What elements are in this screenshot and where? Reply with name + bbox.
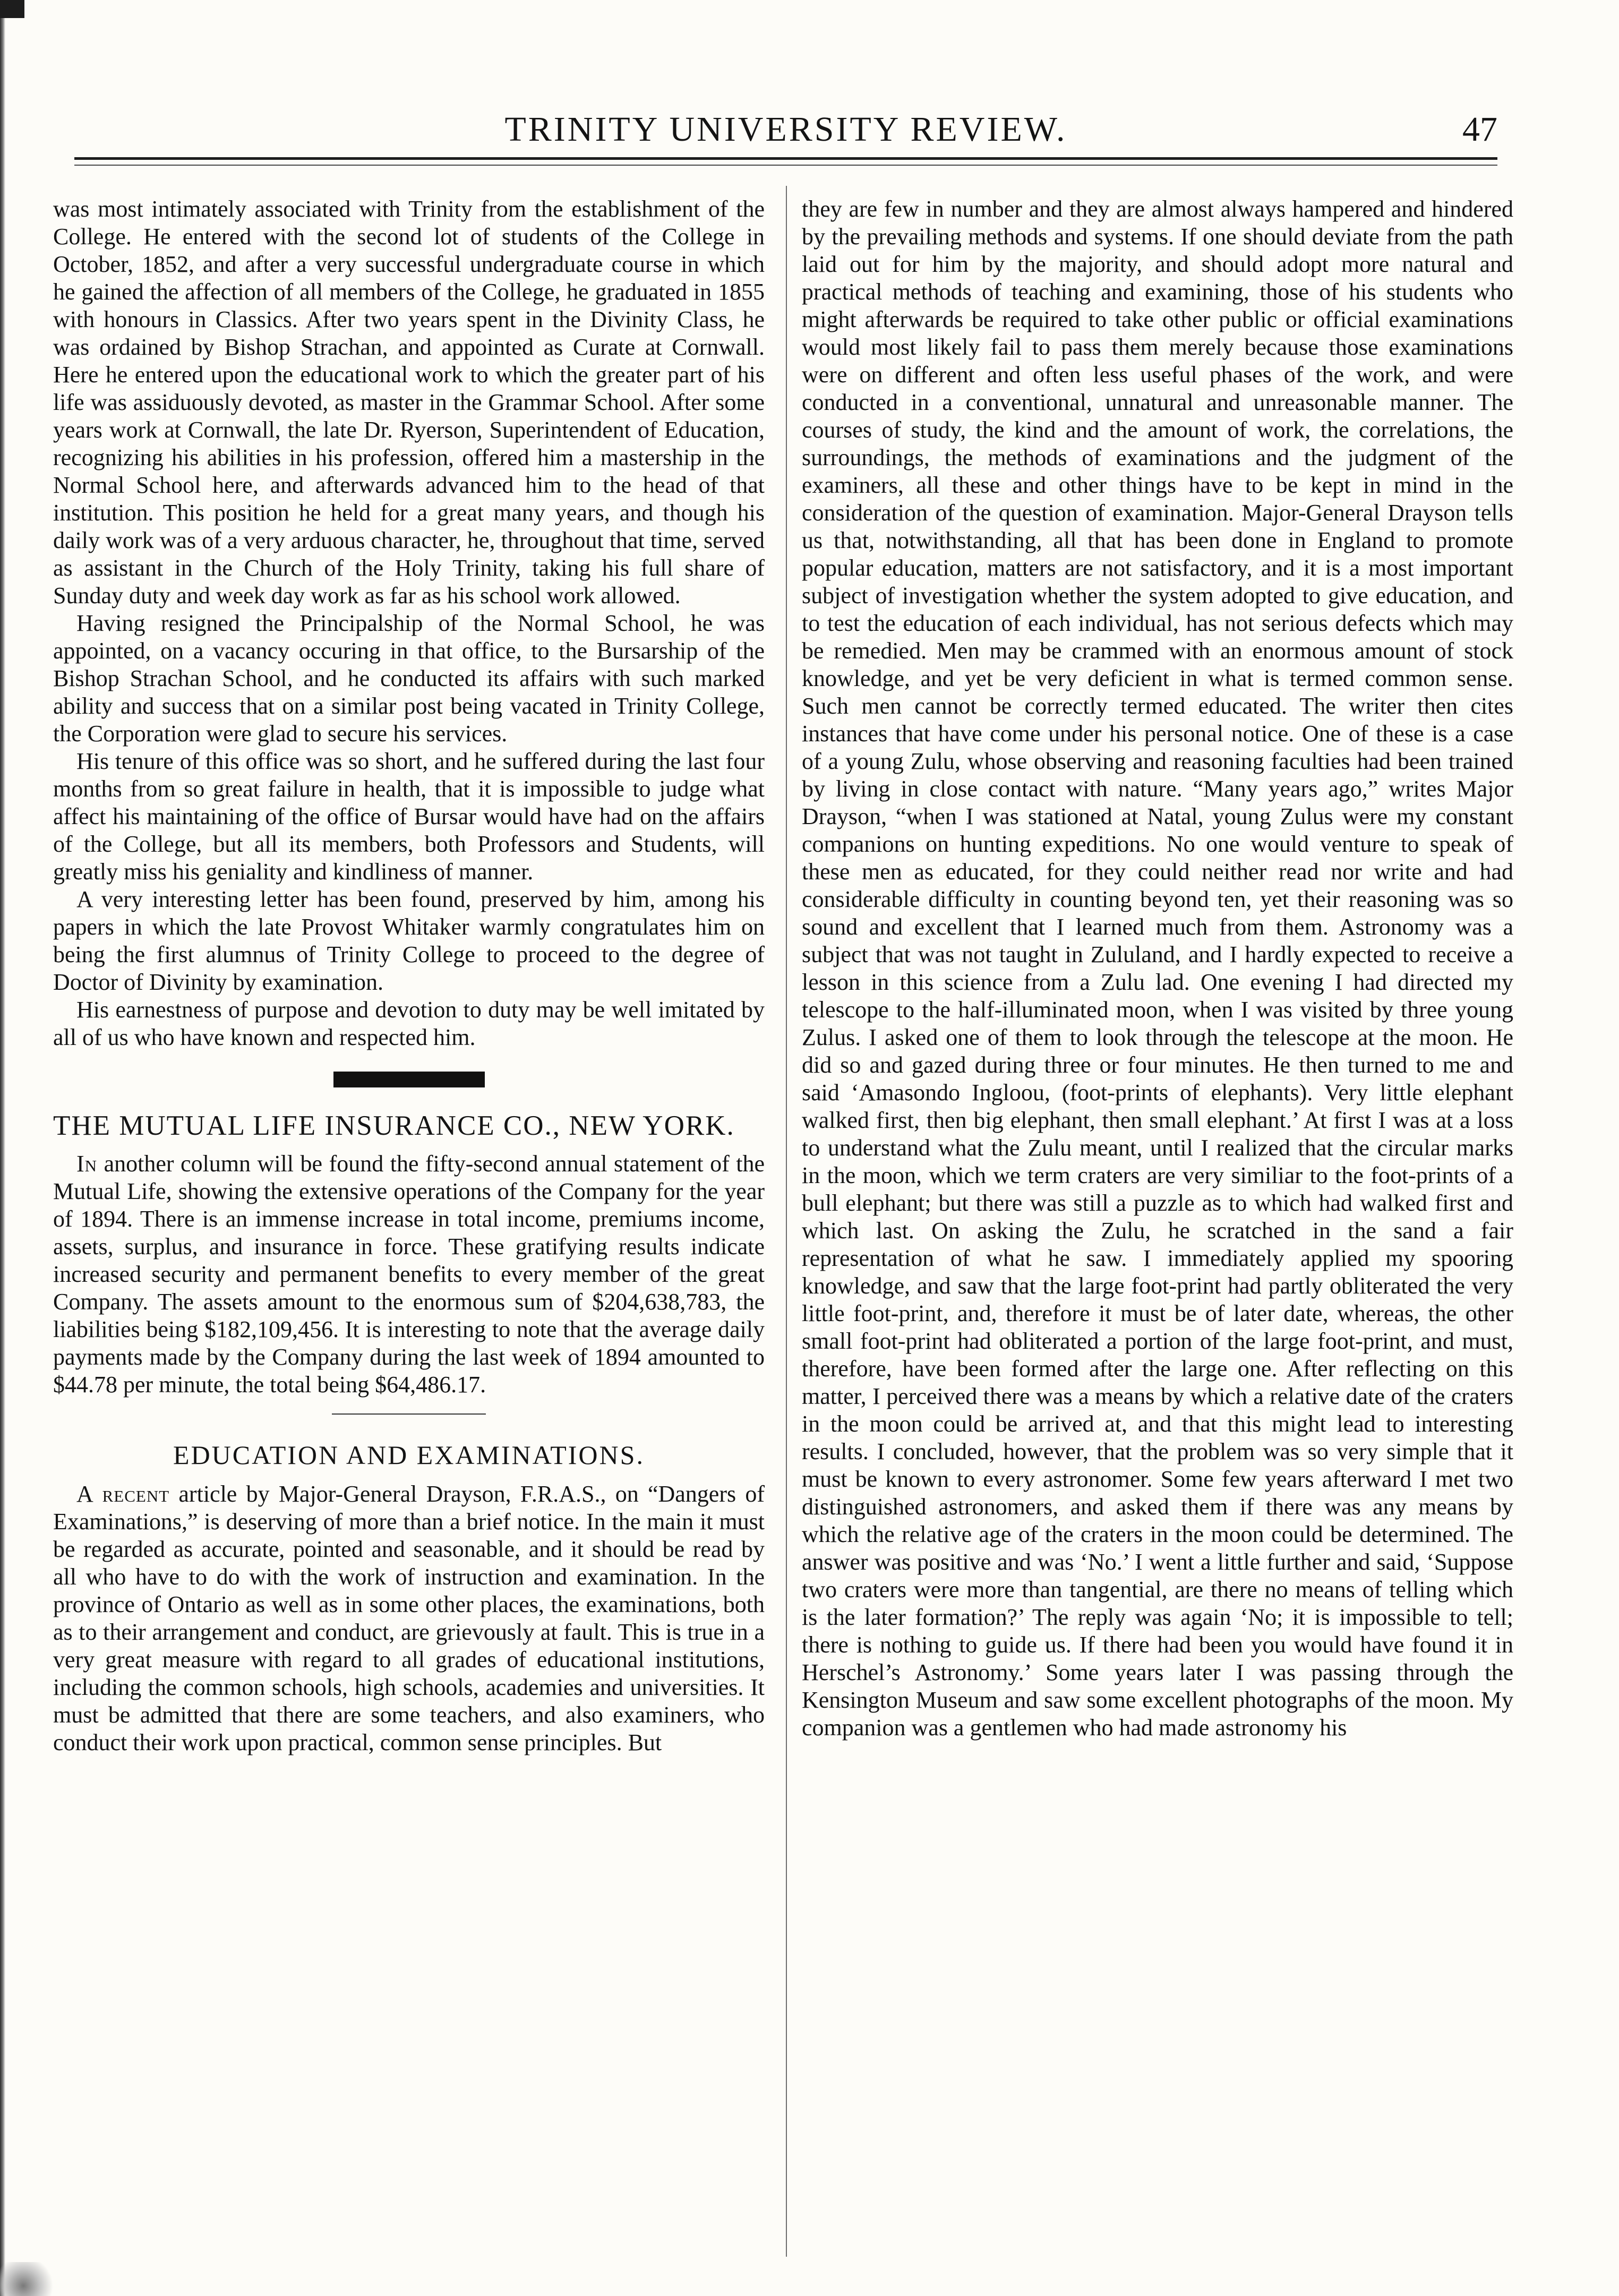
obituary-paragraph: Having resigned the Principalship of the Normal School, he was appointed, on a vacancy occuring in that office, to the Bursarship of the Bishop Strachan School, and he conducted its affairs with such marked ability and success that on a similar post being vacated in Trinity College, the Corporation were glad to secure his services.: [53, 610, 765, 747]
page-edge-shadow: [0, 0, 5, 2296]
education-heading: EDUCATION AND EXAMINATIONS.: [173, 1440, 645, 1470]
education-lead-words: A recent: [76, 1481, 170, 1507]
right-column: [802, 195, 1513, 1742]
header-rule-thick: [74, 157, 1497, 160]
page-header: [74, 100, 1497, 153]
left-column: [53, 195, 765, 1757]
scan-smudge: [0, 2262, 58, 2296]
obituary-paragraph: A very interesting letter has been found, preserved by him, among his papers in which the late Provost Whitaker warmly congratulates him on being the first alumnus of Trinity College to proceed to the degree of Doctor of Divinity by examination.: [53, 886, 765, 995]
education-paragraph: [53, 1480, 765, 1757]
education-continued-paragraph: they are few in number and they are almost always hampered and hindered by the prevailing methods and systems. If one should deviate from the path laid out for him by the majority, and should adopt more natural and practical methods of teaching and examining, those of his students who might afterwards be required to take other public or official examinations would most likely fail to pass them merely because those examinations were on different and often less useful phases of the work, and were conducted in a conventional, unnatural and unreasonable manner. The courses of study, the kind and the amount of work, the correlations, the surroundings, the methods of examinations and the judgment of the examiners, all these and other things have to be kept in mind in the consideration of the question of examination. Major-General Drayson tells us that, notwithstanding, all that has been done in England to promote popular education, matters are not satisfactory, and it is a most important subject of investigation whether the system adopted to give education, and to test the education of each individual, has not serious defects which may be remedied. Men may be crammed with an enormous amount of stock knowledge, and yet be very deficient in what is termed common sense. Such men cannot be correctly termed educated. The writer then cites instances that have come under his personal notice. One of these is a case of a young Zulu, whose observing and reasoning faculties had been trained by living in close contact with nature. “Many years ago,” writes Major Drayson, “when I was stationed at Natal, young Zulus were my constant companions on hunting expeditions. No one would venture to speak of these men as educated, for they could neither read nor write and had considerable difficulty in counting beyond ten, yet their reasoning was so sound and excellent that I learned much from them. Astronomy was a subject that was not taught in Zululand, and I hardly expected to receive a lesson in this science from a Zulu lad. One evening I had directed my telescope to the half-illuminated moon, when I was visited by three young Zulus. I asked one of them to look through the telescope at the moon. He did so and gazed during three or four minutes. He then turned to me and said ‘Amasondo Ingloou, (foot-prints of elephants). Very little elephant walked first, then big elephant, then small elephant.’ At first I was at a loss to understand what the Zulu meant, until I realized that the circular marks in the moon, which we term craters are very similiar to the foot-prints of a bull elephant; but there was still a puzzle as to which had walked first and which last. On asking the Zulu, he scratched in the sand a fair representation of what he saw. I immediately applied my spooring knowledge, and saw that the large foot-print had partly obliterated the very little foot-print, and, therefore it must be of later date, whereas, the other small foot-print had obliterated a portion of the large foot-print, and must, therefore, have been formed after the large one. After reflecting on this matter, I perceived there was a means by which a relative date of the craters in the moon could be arrived at, and that this might lead to interesting results. I concluded, however, that the problem was so very simple that it must be known to every astronomer. Some few years afterward I met two distinguished astronomers, and asked them if there was any means by which the relative age of the craters in the moon could be determined. The answer was positive and was ‘No.’ I went a little further and said, ‘Suppose two craters were more than tangential, are there no means of telling which is the later formation?’ The reply was again ‘No; it is impossible to tell; there is nothing to guide us. If there had been you would have found it in Herschel’s Astronomy.’ Some years later I was passing through the Kensington Museum and saw some excellent photographs of the moon. My companion was a gentlemen who had made astronomy his: [802, 196, 1513, 1741]
mutual-life-body: another column will be found the fifty-second annual statement of the Mutual Life, showing the extensive operations of the Company for the year of 1894. There is an immense increase in total income, premiums income, assets, surplus, and insurance in force. These gratifying results indicate increased security and permanent benefits to every member of the great Company. The assets amount to the enormous sum of $204,638,783, the liabilities being $182,109,456. It is interesting to note that the average daily payments made by the Company during the last week of 1894 amounted to $44.78 per minute, the total being $64,486.17.: [53, 1151, 765, 1398]
column-divider: [786, 186, 787, 2257]
page-number: 47: [1462, 110, 1497, 149]
obituary-paragraph: His tenure of this office was so short, and he suffered during the last four months from so great failure in health, that it is impossible to judge what affect his maintaining of the office of Bursar would have had on the affairs of the College, but all its members, both Professors and Students, will greatly miss his geniality and kindliness of manner.: [53, 748, 765, 885]
obituary-paragraph: was most intimately associated with Trinity from the establishment of the College. He entered with the second lot of students of the College in October, 1852, and after a very successful undergraduate course in which he gained the affection of all members of the College, he graduated in 1855 with honours in Classics. After two years spent in the Divinity Class, he was ordained by Bishop Strachan, and appointed as Curate at Cornwall. Here he entered upon the educational work to which the greater part of his life was assiduously devoted, as master in the Grammar School. After some years work at Cornwall, the late Dr. Ryerson, Superintendent of Education, recognizing his abilities in his profession, offered him a mastership in the Normal School here, and afterwards advanced him to the head of that institution. This position he held for a great many years, and though his daily work was of a very arduous character, he, throughout that time, served as assistant in the Church of the Holy Trinity, taking his full share of Sunday duty and week day work as far as his school work allowed.: [53, 196, 765, 609]
section-separator-bar: [333, 1072, 485, 1087]
section-short-rule: [332, 1413, 486, 1415]
running-title: TRINITY UNIVERSITY REVIEW.: [504, 110, 1067, 149]
header-rule-thin: [74, 165, 1497, 166]
scan-corner-mark: [0, 0, 24, 18]
mutual-life-paragraph: [53, 1150, 765, 1399]
obituary-paragraph: His earnestness of purpose and devotion to duty may be well imitated by all of us who have known and respected him.: [53, 997, 765, 1050]
mutual-life-lead-word: In: [76, 1151, 98, 1177]
mutual-life-heading: THE MUTUAL LIFE INSURANCE CO., NEW YORK.: [53, 1110, 735, 1141]
education-body: article by Major-General Drayson, F.R.A.S., on “Dangers of Examinations,” is deserving of more than a brief notice. In the main it must be regarded as accurate, pointed and seasonable, and it should be read by all who have to do with the work of instruction and examination. In the province of Ontario as well as in some other places, the examinations, both as to their arrangement and conduct, are grievously at fault. This is true in a very great measure with regard to all grades of educational institutions, including the common schools, high schools, academies and universities. It must be admitted that there are some teachers, and also examiners, who conduct their work upon practical, common sense principles. But: [53, 1481, 765, 1755]
